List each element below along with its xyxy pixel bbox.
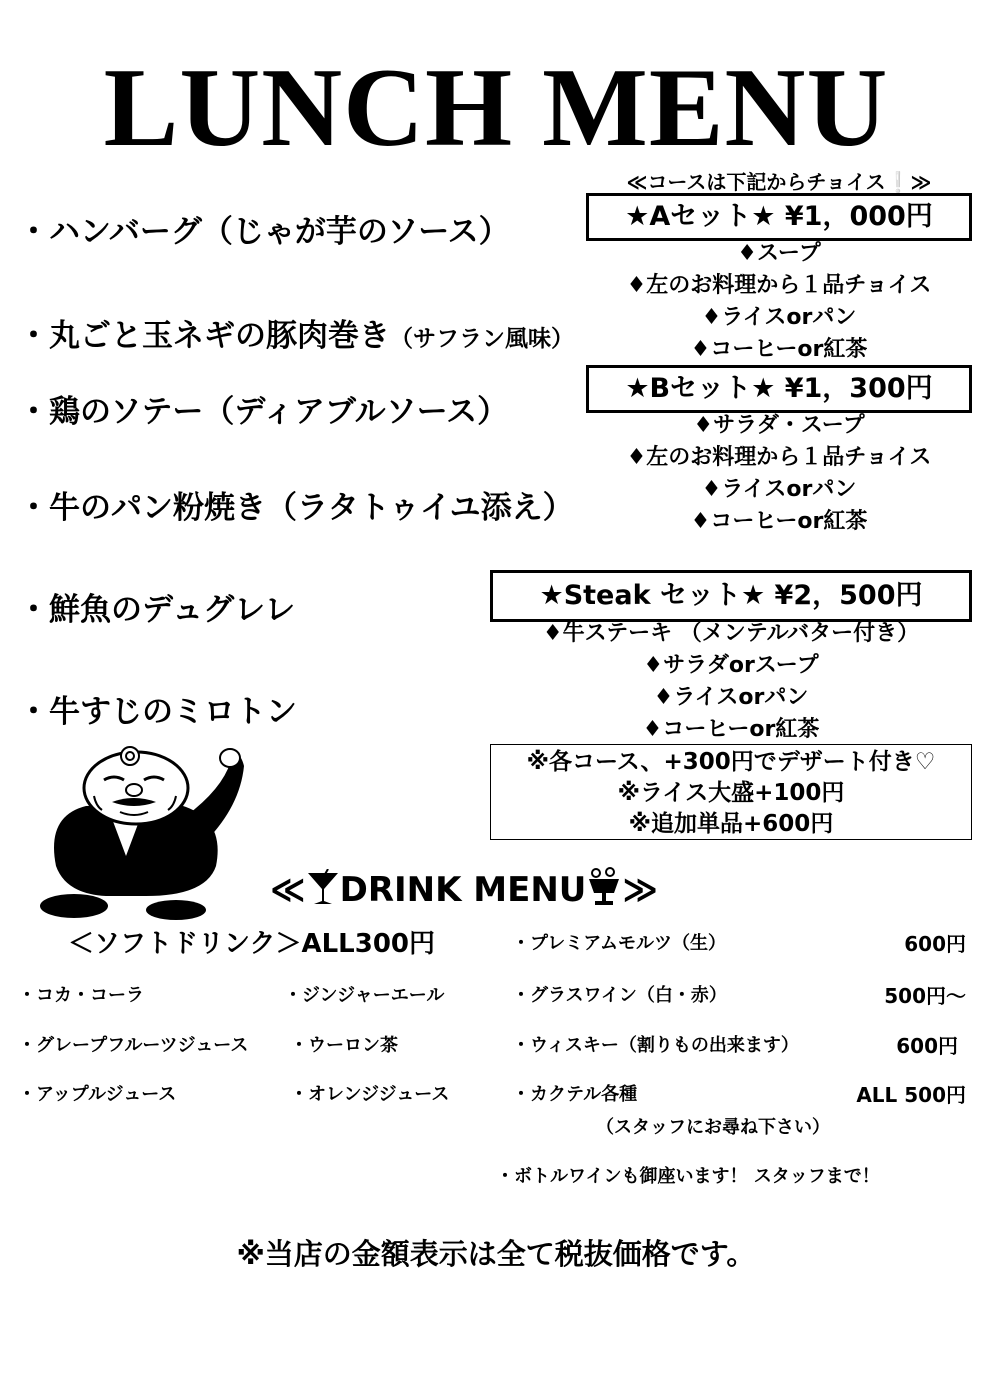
alcohol-price: ALL 500円 [856,1083,966,1107]
dish-item: ・鮮魚のデュグレレ [18,592,296,628]
tax-note: ※当店の金額表示は全て税抜価格です。 [236,1237,756,1271]
parfait-glass-icon [586,867,622,907]
cocktail-note: （スタッフにお尋ね下さい） [596,1117,830,1138]
alcohol-item: ・プレミアムモルツ（生） [512,933,727,954]
soft-drink-item: ・オレンジジュース [290,1084,450,1105]
set-a-items: ♦スープ ♦左のお料理から１品チョイス ♦ライスorパン ♦コーヒーor紅茶 [626,241,932,362]
dish-note: （サフラン風味） [390,326,574,352]
cocktail-glass-icon [306,869,340,907]
course-note: ≪コースは下記からチョイス❕≫ [626,170,932,194]
set-b-items: ♦サラダ・スープ ♦左のお料理から１品チョイス ♦ライスorパン ♦コーヒーor紅茶 [626,413,932,534]
alcohol-price: 500円～ [884,984,966,1008]
alcohol-price: 600円 [896,1034,958,1058]
set-a-label: ★Aセット★ ¥1，000円 [586,193,972,241]
dish-item: ・牛すじのミロトン [18,694,297,730]
alcohol-item: ・グラスワイン（白・赤） [512,985,727,1006]
drink-menu-title [270,866,658,914]
soft-drink-item: ・ジンジャーエール [284,985,445,1006]
alcohol-item: ・ウィスキー（割りもの出来ます） [512,1035,799,1056]
soft-drink-item: ・アップルジュース [18,1084,177,1105]
page-title: LUNCH MENU [103,46,889,170]
dish-item: ・ハンバーグ（じゃが芋のソース） [18,214,510,250]
alcohol-price: 600円 [904,932,966,956]
dish-item: ・丸ごと玉ネギの豚肉巻き（サフラン風味） [18,318,574,354]
notes-box: ※各コース、+300円でデザート付き♡ ※ライス大盛+100円 ※追加単品+600円 [490,744,972,840]
set-steak-label: ★Steak セット★ ¥2，500円 [490,570,972,622]
dish-item: ・鶏のソテー（ディアブルソース） [18,394,509,430]
bottle-wine-note: ・ボトルワインも御座います！ スタッフまで！ [496,1166,880,1187]
set-b-label: ★Bセット★ ¥1，300円 [586,365,972,413]
soft-drink-item: ・コカ・コーラ [18,985,144,1006]
dish-item: ・牛のパン粉焼き（ラタトゥイユ添え） [18,490,574,526]
bracket-left-icon: ≪ [270,870,306,910]
chef-illustration [26,746,246,922]
soft-drinks-heading: ＜ソフトドリンク＞ALL300円 [68,929,436,959]
drink-menu-label: DRINK MENU [339,870,587,910]
alcohol-item: ・カクテル各種 [512,1084,638,1105]
set-steak-items: ♦牛ステーキ （メンテルバター付き） ♦サラダorスープ ♦ライスorパン ♦コーヒーor紅茶 [542,621,920,742]
soft-drink-item: ・グレープフルーツジュース [18,1035,249,1056]
soft-drink-item: ・ウーロン茶 [290,1035,398,1056]
bracket-right-icon: ≫ [622,870,659,910]
